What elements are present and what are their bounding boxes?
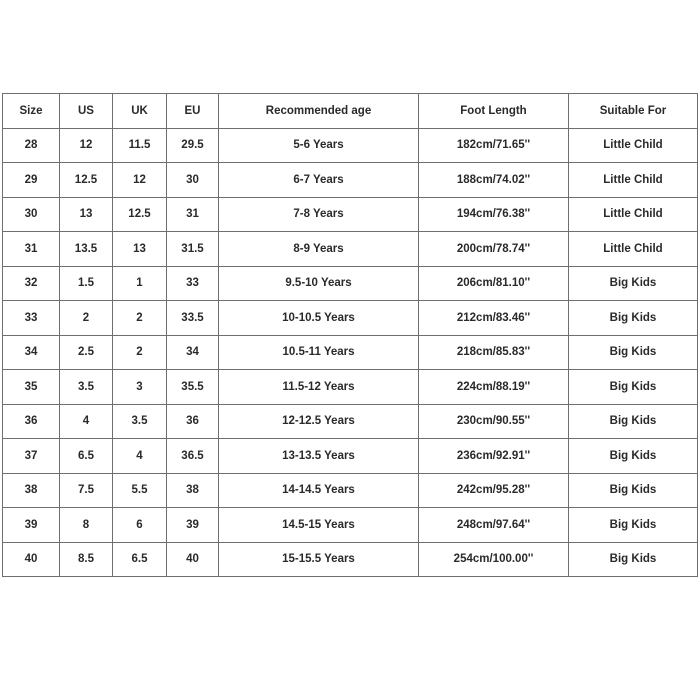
table-row — [3, 370, 698, 405]
size-cell: 38 — [3, 473, 60, 508]
uk-cell: 12.5 — [113, 197, 167, 232]
uk-cell: 3 — [113, 370, 167, 405]
size-cell: 35 — [3, 370, 60, 405]
header-recommended-age: Recommended age — [219, 94, 419, 129]
foot-length-cell: 230cm/90.55'' — [419, 404, 569, 439]
recommended-age-cell: 8-9 Years — [219, 232, 419, 267]
recommended-age-cell: 11.5-12 Years — [219, 370, 419, 405]
suitable-for-cell: Big Kids — [569, 301, 698, 336]
table-row — [3, 335, 698, 370]
recommended-age-cell: 14-14.5 Years — [219, 473, 419, 508]
us-cell: 13 — [60, 197, 113, 232]
eu-cell: 35.5 — [167, 370, 219, 405]
table-row — [3, 542, 698, 577]
header-size: Size — [3, 94, 60, 129]
size-cell: 31 — [3, 232, 60, 267]
eu-cell: 33.5 — [167, 301, 219, 336]
table-row — [3, 232, 698, 267]
uk-cell: 3.5 — [113, 404, 167, 439]
recommended-age-cell: 9.5-10 Years — [219, 266, 419, 301]
eu-cell: 34 — [167, 335, 219, 370]
eu-cell: 38 — [167, 473, 219, 508]
size-cell: 40 — [3, 542, 60, 577]
us-cell: 7.5 — [60, 473, 113, 508]
suitable-for-cell: Big Kids — [569, 542, 698, 577]
size-cell: 32 — [3, 266, 60, 301]
size-cell: 34 — [3, 335, 60, 370]
size-cell: 28 — [3, 128, 60, 163]
eu-cell: 39 — [167, 508, 219, 543]
us-cell: 12 — [60, 128, 113, 163]
foot-length-cell: 194cm/76.38'' — [419, 197, 569, 232]
header-us: US — [60, 94, 113, 129]
us-cell: 13.5 — [60, 232, 113, 267]
foot-length-cell: 212cm/83.46'' — [419, 301, 569, 336]
foot-length-cell: 242cm/95.28'' — [419, 473, 569, 508]
recommended-age-cell: 7-8 Years — [219, 197, 419, 232]
uk-cell: 13 — [113, 232, 167, 267]
size-cell: 33 — [3, 301, 60, 336]
suitable-for-cell: Little Child — [569, 197, 698, 232]
eu-cell: 29.5 — [167, 128, 219, 163]
uk-cell: 6.5 — [113, 542, 167, 577]
uk-cell: 5.5 — [113, 473, 167, 508]
header-foot-length: Foot Length — [419, 94, 569, 129]
us-cell: 3.5 — [60, 370, 113, 405]
table-row — [3, 439, 698, 474]
foot-length-cell: 224cm/88.19'' — [419, 370, 569, 405]
suitable-for-cell: Big Kids — [569, 404, 698, 439]
uk-cell: 12 — [113, 163, 167, 198]
suitable-for-cell: Little Child — [569, 163, 698, 198]
table-row — [3, 128, 698, 163]
us-cell: 1.5 — [60, 266, 113, 301]
suitable-for-cell: Big Kids — [569, 370, 698, 405]
eu-cell: 30 — [167, 163, 219, 198]
foot-length-cell: 218cm/85.83'' — [419, 335, 569, 370]
size-cell: 36 — [3, 404, 60, 439]
us-cell: 8 — [60, 508, 113, 543]
header-row — [3, 94, 698, 129]
foot-length-cell: 236cm/92.91'' — [419, 439, 569, 474]
eu-cell: 40 — [167, 542, 219, 577]
recommended-age-cell: 10-10.5 Years — [219, 301, 419, 336]
eu-cell: 31 — [167, 197, 219, 232]
header-suitable-for: Suitable For — [569, 94, 698, 129]
suitable-for-cell: Big Kids — [569, 266, 698, 301]
uk-cell: 2 — [113, 335, 167, 370]
table-body — [3, 128, 698, 577]
recommended-age-cell: 13-13.5 Years — [219, 439, 419, 474]
us-cell: 2.5 — [60, 335, 113, 370]
recommended-age-cell: 15-15.5 Years — [219, 542, 419, 577]
us-cell: 8.5 — [60, 542, 113, 577]
recommended-age-cell: 6-7 Years — [219, 163, 419, 198]
table-row — [3, 404, 698, 439]
us-cell: 2 — [60, 301, 113, 336]
uk-cell: 1 — [113, 266, 167, 301]
uk-cell: 11.5 — [113, 128, 167, 163]
table-row — [3, 301, 698, 336]
table-row — [3, 508, 698, 543]
size-cell: 30 — [3, 197, 60, 232]
suitable-for-cell: Little Child — [569, 232, 698, 267]
table-row — [3, 163, 698, 198]
eu-cell: 33 — [167, 266, 219, 301]
recommended-age-cell: 10.5-11 Years — [219, 335, 419, 370]
suitable-for-cell: Little Child — [569, 128, 698, 163]
suitable-for-cell: Big Kids — [569, 508, 698, 543]
size-cell: 37 — [3, 439, 60, 474]
eu-cell: 31.5 — [167, 232, 219, 267]
foot-length-cell: 182cm/71.65'' — [419, 128, 569, 163]
header-eu: EU — [167, 94, 219, 129]
uk-cell: 4 — [113, 439, 167, 474]
table-row — [3, 197, 698, 232]
suitable-for-cell: Big Kids — [569, 439, 698, 474]
us-cell: 4 — [60, 404, 113, 439]
recommended-age-cell: 5-6 Years — [219, 128, 419, 163]
us-cell: 6.5 — [60, 439, 113, 474]
size-cell: 39 — [3, 508, 60, 543]
table-row — [3, 473, 698, 508]
foot-length-cell: 248cm/97.64'' — [419, 508, 569, 543]
foot-length-cell: 206cm/81.10'' — [419, 266, 569, 301]
us-cell: 12.5 — [60, 163, 113, 198]
header-uk: UK — [113, 94, 167, 129]
uk-cell: 6 — [113, 508, 167, 543]
foot-length-cell: 188cm/74.02'' — [419, 163, 569, 198]
table-row — [3, 266, 698, 301]
uk-cell: 2 — [113, 301, 167, 336]
suitable-for-cell: Big Kids — [569, 335, 698, 370]
eu-cell: 36.5 — [167, 439, 219, 474]
foot-length-cell: 254cm/100.00'' — [419, 542, 569, 577]
recommended-age-cell: 14.5-15 Years — [219, 508, 419, 543]
recommended-age-cell: 12-12.5 Years — [219, 404, 419, 439]
eu-cell: 36 — [167, 404, 219, 439]
size-cell: 29 — [3, 163, 60, 198]
suitable-for-cell: Big Kids — [569, 473, 698, 508]
size-chart-table — [2, 93, 698, 577]
foot-length-cell: 200cm/78.74'' — [419, 232, 569, 267]
